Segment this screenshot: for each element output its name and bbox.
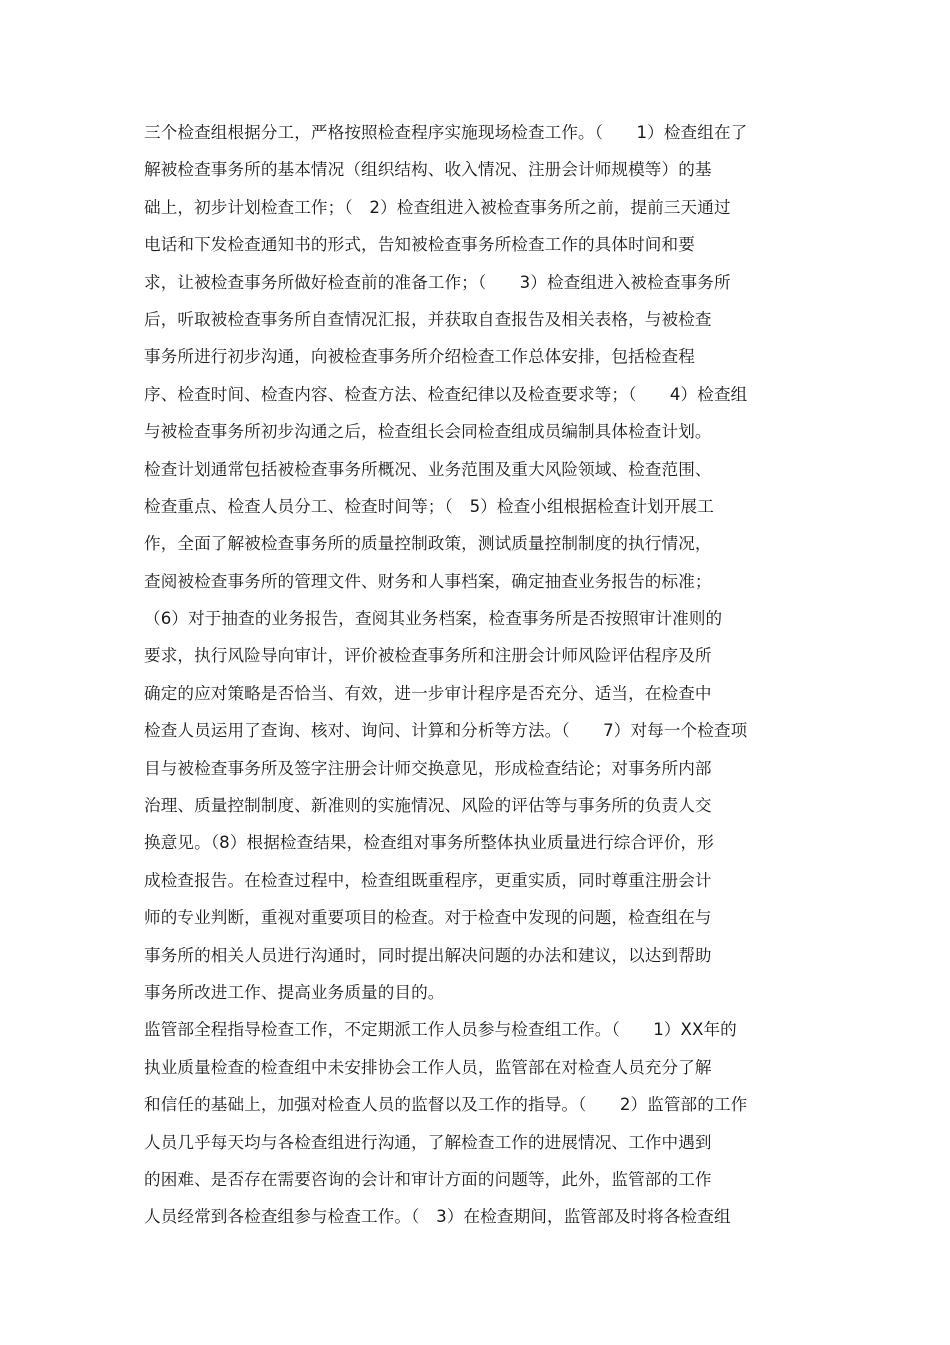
text-line: 监管部全程指导检查工作，不定期派工作人员参与检查组工作。（ 1）XX年的 <box>144 1020 737 1040</box>
text-line: 求，让被检查事务所做好检查前的准备工作；（ 3）检查组进入被检查事务所 <box>144 272 731 292</box>
text-line: 作，全面了解被检查事务所的质量控制政策，测试质量控制制度的执行情况， <box>144 534 712 554</box>
text-line: 目与被检查事务所及签字注册会计师交换意见，形成检查结论；对事务所内部 <box>144 758 712 778</box>
text-line: 与被检查事务所初步沟通之后，检查组长会同检查组成员编制具体检查计划。 <box>144 422 712 442</box>
text-line: 执业质量检查的检查组中未安排协会工作人员，监管部在对检查人员充分了解 <box>144 1057 712 1077</box>
text-line: 三个检查组根据分工，严格按照检查程序实施现场检查工作。（ 1）检查组在了 <box>144 123 748 142</box>
text-line: 人员经常到各检查组参与检查工作。（ 3）在检查期间，监管部及时将各检查组 <box>144 1207 731 1227</box>
text-line: 检查计划通常包括被检查事务所概况、业务范围及重大风险领域、检查范围、 <box>144 459 712 479</box>
text-line: 治理、质量控制制度、新准则的实施情况、风险的评估等与事务所的负责人交 <box>144 796 712 816</box>
text-line: 和信任的基础上，加强对检查人员的监督以及工作的指导。（ 2）监管部的工作 <box>144 1095 748 1115</box>
body-text <box>144 114 824 1236</box>
text-line: 师的专业判断，重视对重要项目的检查。对于检查中发现的问题，检查组在与 <box>144 908 712 928</box>
text-line: 事务所进行初步沟通，向被检查事务所介绍检查工作总体安排，包括检查程 <box>144 347 695 367</box>
text-line: 事务所改进工作、提高业务质量的目的。 <box>144 982 445 1002</box>
text-line: 成检查报告。在检查过程中，检查组既重程序，更重实质，同时尊重注册会计 <box>144 870 712 890</box>
text-line: 础上，初步计划检查工作；（ 2）检查组进入被检查事务所之前，提前三天通过 <box>144 197 731 217</box>
text-line: 查阅被检查事务所的管理文件、财务和人事档案，确定抽查业务报告的标准； <box>144 571 712 591</box>
text-line: 解被检查事务所的基本情况（组织结构、收入情况、注册会计师规模等）的基 <box>144 160 712 180</box>
text-line: 序、检查时间、检查内容、检查方法、检查纪律以及检查要求等；（ 4）检查组 <box>144 384 748 404</box>
text-line: 的困难、是否存在需要咨询的会计和审计方面的问题等，此外，监管部的工作 <box>144 1169 712 1189</box>
text-line: 换意见。（8）根据检查结果，检查组对事务所整体执业质量进行综合评价，形 <box>144 833 714 853</box>
text-line: 要求，执行风险导向审计，评价被检查事务所和注册会计师风险评估程序及所 <box>144 646 712 666</box>
text-line: 检查人员运用了查询、核对、询问、计算和分析等方法。（ 7）对每一个检查项 <box>144 721 748 741</box>
text-line: 人员几乎每天均与各检查组进行沟通，了解检查工作的进展情况、工作中遇到 <box>144 1132 712 1152</box>
text-line: 电话和下发检查通知书的形式，告知被检查事务所检查工作的具体时间和要 <box>144 235 695 255</box>
text-line: 后，听取被检查事务所自查情况汇报，并获取自查报告及相关表格，与被检查 <box>144 309 712 329</box>
text-line: 确定的应对策略是否恰当、有效，进一步审计程序是否充分、适当，在检查中 <box>144 683 712 703</box>
text-line: （6）对于抽查的业务报告，查阅其业务档案，检查事务所是否按照审计准则的 <box>144 609 723 629</box>
text-line: 检查重点、检查人员分工、检查时间等；（ 5）检查小组根据检查计划开展工 <box>144 496 714 516</box>
text-line: 事务所的相关人员进行沟通时，同时提出解决问题的办法和建议，以达到帮助 <box>144 945 712 965</box>
